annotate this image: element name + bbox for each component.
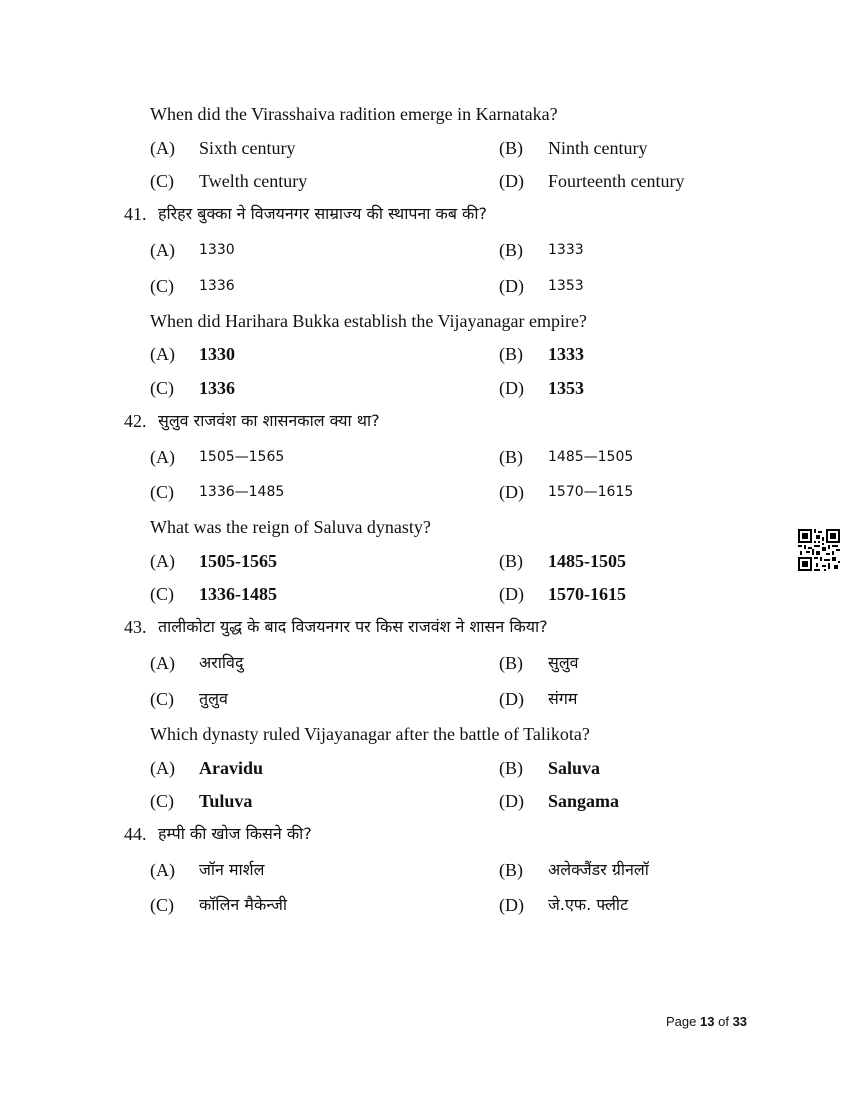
- option-text: 1333: [548, 344, 584, 364]
- page-footer: [666, 1014, 747, 1029]
- option-row: [0, 582, 850, 614]
- total-page-count: 33: [732, 1014, 748, 1029]
- option-row: [0, 687, 850, 719]
- option-label: (B): [499, 551, 523, 571]
- option-label: (B): [499, 344, 523, 364]
- option-row: [0, 651, 850, 683]
- option-row: [0, 238, 850, 270]
- question-number: 41.: [124, 204, 147, 224]
- option-text: कॉलिन मैकेन्जी: [199, 895, 288, 914]
- question-stem-en: Which dynasty ruled Vijayanagar after the battle of Talikota?: [150, 724, 590, 744]
- option-text: 1336-1485: [199, 584, 277, 604]
- option-row: [0, 445, 850, 477]
- option-label: (A): [150, 860, 175, 880]
- option-row: [0, 756, 850, 788]
- option-text: 1485—1505: [548, 449, 634, 465]
- option-label: (D): [499, 482, 524, 502]
- option-text: 1505—1565: [199, 449, 285, 465]
- option-label: (A): [150, 653, 175, 673]
- option-text: तुलुव: [199, 689, 228, 708]
- question-stem-en: What was the reign of Saluva dynasty?: [150, 517, 431, 537]
- option-text: 1336: [199, 378, 235, 398]
- option-text: Sixth century: [199, 138, 296, 158]
- option-text: अलेक्जैंडर ग्रीनलॉ: [548, 860, 649, 879]
- option-label: (D): [499, 171, 524, 191]
- question-stem-hi: 42. सुलुव राजवंश का शासनकाल क्या था?: [124, 411, 380, 431]
- question-stem-hi: 41. हरिहर बुक्का ने विजयनगर साम्राज्य की स्थापना कब की?: [124, 204, 487, 224]
- option-label: (B): [499, 447, 523, 467]
- option-row: [0, 376, 850, 408]
- option-label: (C): [150, 791, 174, 811]
- option-text: Saluva: [548, 758, 601, 778]
- option-label: (C): [150, 276, 174, 296]
- option-label: (A): [150, 240, 175, 260]
- option-text: सुलुव: [548, 653, 579, 672]
- footer-prefix: Page: [666, 1014, 697, 1029]
- option-label: (C): [150, 482, 174, 502]
- option-label: (C): [150, 895, 174, 915]
- option-label: (C): [150, 378, 174, 398]
- option-text: 1353: [548, 378, 584, 398]
- option-label: (A): [150, 344, 175, 364]
- option-row: [0, 169, 850, 201]
- option-text: 1353: [548, 278, 584, 294]
- option-text: 1333: [548, 242, 584, 258]
- option-text: Tuluva: [199, 791, 253, 811]
- option-text: Ninth century: [548, 138, 648, 158]
- option-label: (B): [499, 240, 523, 260]
- question-stem-hi: 44. हम्पी की खोज किसने की?: [124, 824, 312, 844]
- option-label: (D): [499, 276, 524, 296]
- footer-of: of: [718, 1014, 729, 1029]
- option-text: जे.एफ. फ्लीट: [548, 895, 629, 914]
- option-label: (B): [499, 138, 523, 158]
- option-text: संगम: [548, 689, 578, 708]
- option-text: 1570-1615: [548, 584, 626, 604]
- option-label: (B): [499, 758, 523, 778]
- question-number: 44.: [124, 824, 147, 844]
- option-label: (D): [499, 895, 524, 915]
- option-text: 1330: [199, 344, 235, 364]
- option-label: (C): [150, 171, 174, 191]
- option-text: Twelth century: [199, 171, 308, 191]
- option-label: (C): [150, 689, 174, 709]
- question-stem-hi: 43. तालीकोटा युद्ध के बाद विजयनगर पर किस राजवंश ने शासन किया?: [124, 617, 548, 637]
- option-label: (A): [150, 758, 175, 778]
- option-label: (C): [150, 584, 174, 604]
- option-text: 1505-1565: [199, 551, 277, 571]
- option-row: [0, 136, 850, 168]
- option-text: Sangama: [548, 791, 620, 811]
- option-row: [0, 480, 850, 512]
- question-stem-en: When did Harihara Bukka establish the Vijayanagar empire?: [150, 311, 587, 331]
- option-row: [0, 858, 850, 890]
- question-stem-en: When did the Virasshaiva radition emerge in Karnataka?: [150, 104, 558, 124]
- option-text: 1336: [199, 278, 235, 294]
- option-label: (B): [499, 653, 523, 673]
- option-label: (D): [499, 378, 524, 398]
- option-label: (A): [150, 551, 175, 571]
- option-row: [0, 893, 850, 925]
- option-row: [0, 549, 850, 581]
- option-row: [0, 342, 850, 374]
- option-text: अराविदु: [199, 653, 244, 672]
- option-text: Fourteenth century: [548, 171, 685, 191]
- option-text: 1336—1485: [199, 484, 285, 500]
- option-label: (D): [499, 689, 524, 709]
- option-text: जॉन मार्शल: [199, 860, 265, 879]
- option-text: 1485-1505: [548, 551, 626, 571]
- option-label: (D): [499, 584, 524, 604]
- option-text: 1570—1615: [548, 484, 634, 500]
- option-label: (A): [150, 447, 175, 467]
- question-number: 43.: [124, 617, 147, 637]
- question-number: 42.: [124, 411, 147, 431]
- qr-code-icon: [798, 529, 840, 571]
- option-row: [0, 274, 850, 306]
- option-label: (A): [150, 138, 175, 158]
- option-label: (D): [499, 791, 524, 811]
- option-row: [0, 789, 850, 821]
- option-label: (B): [499, 860, 523, 880]
- option-text: Aravidu: [199, 758, 264, 778]
- option-text: 1330: [199, 242, 235, 258]
- current-page-number: 13: [700, 1014, 715, 1029]
